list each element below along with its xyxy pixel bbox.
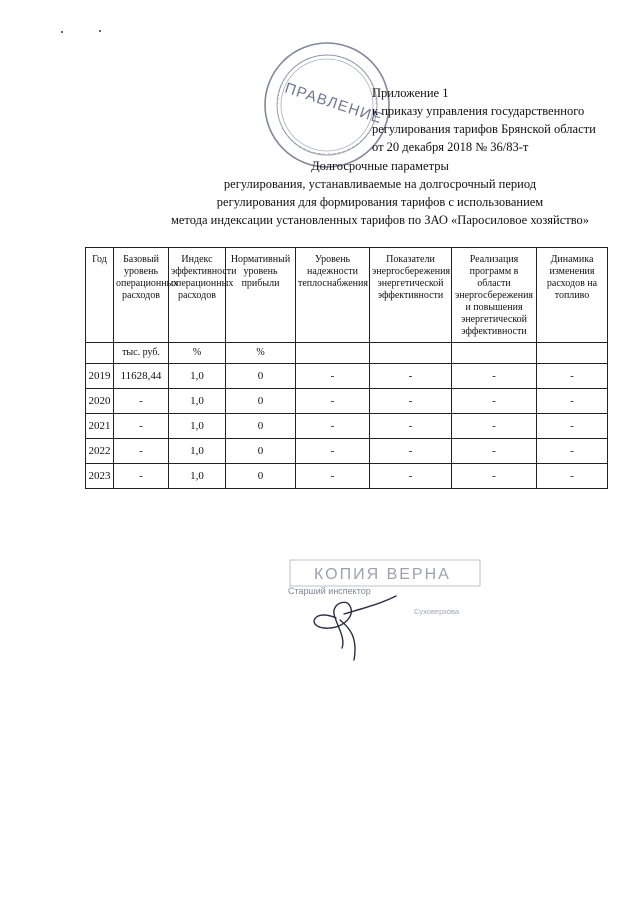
table-cell: - (370, 364, 452, 389)
title-line-3: регулирования для формирования тарифов с использованием (216, 195, 544, 209)
table-cell: - (296, 439, 370, 464)
appendix-line-1: Приложение 1 (372, 86, 449, 100)
table-cell: 1,0 (169, 439, 226, 464)
header-normative-profit: Нормативный уровень прибыли (226, 248, 296, 343)
table-cell: - (370, 389, 452, 414)
table-cell: - (537, 389, 608, 414)
table-cell: 1,0 (169, 389, 226, 414)
table-cell: - (452, 414, 537, 439)
table-cell: - (114, 414, 169, 439)
table-cell: - (452, 464, 537, 489)
table-cell: 0 (226, 464, 296, 489)
unit-cell (537, 343, 608, 364)
table-cell: 1,0 (169, 464, 226, 489)
copy-verified-stamp (284, 548, 484, 663)
appendix-line-3: регулирования тарифов Брянской области (372, 122, 596, 136)
handwritten-signature (314, 596, 396, 660)
table-cell: - (537, 439, 608, 464)
unit-cell (296, 343, 370, 364)
table-cell: 0 (226, 364, 296, 389)
table-cell: - (114, 464, 169, 489)
table-row (86, 414, 608, 439)
table-cell: - (296, 414, 370, 439)
header-base-opex: Базовый уровень операционных расходов (114, 248, 169, 343)
table-cell: - (370, 439, 452, 464)
table-cell: - (537, 414, 608, 439)
table-cell: - (296, 389, 370, 414)
table-cell: - (452, 439, 537, 464)
unit-cell: % (226, 343, 296, 364)
unit-cell (370, 343, 452, 364)
table-row (86, 464, 608, 489)
table-cell: 0 (226, 439, 296, 464)
table-cell: - (370, 464, 452, 489)
table-cell: 1,0 (169, 414, 226, 439)
title-line-4: метода индексации установленных тарифов по ЗАО «Паросиловое хозяйство» (170, 213, 590, 227)
unit-cell (452, 343, 537, 364)
document-title (150, 157, 610, 229)
parameters-table (85, 247, 608, 489)
appendix-line-2: к приказу управления государственного (372, 104, 585, 118)
table-cell: 11628,44 (114, 364, 169, 389)
appendix-header (372, 84, 634, 156)
table-cell: 2022 (86, 439, 114, 464)
table-row (86, 364, 608, 389)
table-cell: 2021 (86, 414, 114, 439)
table-cell: 0 (226, 389, 296, 414)
header-fuel-dynamics: Динамика изменения расходов на топливо (537, 248, 608, 343)
title-line-2: регулирования, устанавливаемые на долгосрочный период (223, 177, 537, 191)
table-cell: 2020 (86, 389, 114, 414)
svg-text:Суховерхова: Суховерхова (414, 607, 460, 616)
header-programs: Реализация программ в области энергосбережения и повышения энергетической эффективности (452, 248, 537, 343)
svg-text:КОПИЯ ВЕРНА: КОПИЯ ВЕРНА (314, 566, 451, 583)
table-cell: 2019 (86, 364, 114, 389)
table-cell: - (452, 364, 537, 389)
table-units-row (86, 343, 608, 364)
table-cell: 0 (226, 414, 296, 439)
table-header-row (86, 248, 608, 343)
scan-specks (58, 26, 118, 38)
svg-text:ПРАВЛЕНИЕ: ПРАВЛЕНИЕ (282, 79, 385, 128)
table-cell: 1,0 (169, 364, 226, 389)
table-cell: - (114, 389, 169, 414)
table-cell: - (370, 414, 452, 439)
unit-cell: тыс. руб. (114, 343, 169, 364)
table-cell: - (452, 389, 537, 414)
table-cell: 2023 (86, 464, 114, 489)
header-efficiency-index: Индекс эффективности операционных расходов (169, 248, 226, 343)
table-cell: - (537, 464, 608, 489)
table-row (86, 439, 608, 464)
header-reliability: Уровень надежности теплоснабжения (296, 248, 370, 343)
table-cell: - (296, 364, 370, 389)
table-cell: - (296, 464, 370, 489)
header-year: Год (86, 248, 114, 343)
header-energy-saving: Показатели энергосбережения энергетической эффективности (370, 248, 452, 343)
unit-cell: % (169, 343, 226, 364)
unit-cell (86, 343, 114, 364)
title-line-1: Долгосрочные параметры (311, 159, 449, 173)
appendix-line-4: от 20 декабря 2018 № 36/83-т (372, 140, 529, 154)
table-cell: - (537, 364, 608, 389)
table-cell: - (114, 439, 169, 464)
table-row (86, 389, 608, 414)
svg-text:Старший инспектор: Старший инспектор (288, 586, 371, 596)
